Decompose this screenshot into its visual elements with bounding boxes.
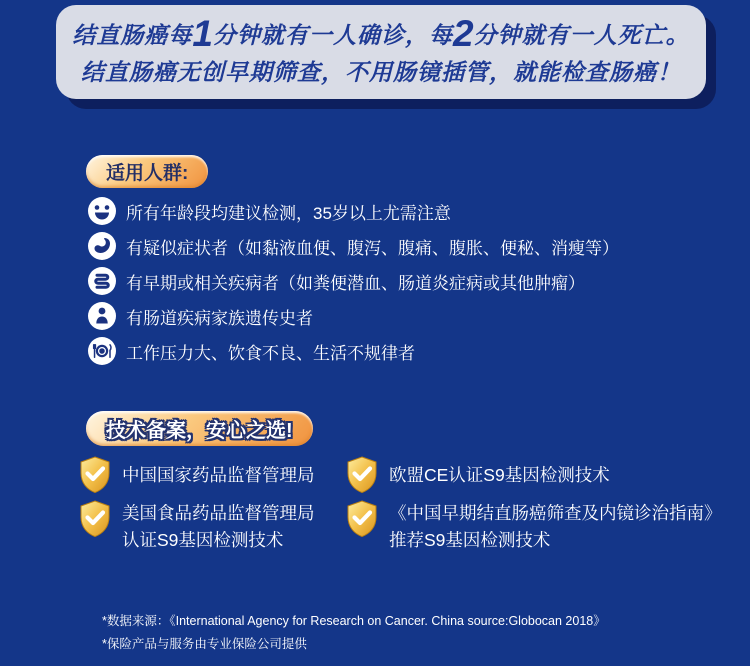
person-icon: [87, 301, 117, 331]
list-item: [87, 336, 415, 366]
hero-line1-part1: 结直肠癌每: [72, 22, 193, 49]
certification-item-sublabel: 推荐S9基因检测技术: [389, 530, 551, 550]
shield-check-icon: [345, 456, 379, 494]
shield-check-icon: [78, 500, 112, 538]
dining-plate-icon: [87, 336, 117, 366]
certification-item: [78, 500, 315, 554]
certification-item-label: 欧盟CE认证S9基因检测技术: [389, 464, 610, 485]
footnote-data-source: *数据来源：《International Agency for Research on Cancer. China source:Globocan 2018》: [102, 614, 606, 628]
hero-line1-part2: 分钟就有一人确诊，每: [213, 22, 453, 49]
shield-check-icon: [78, 456, 112, 494]
hero-line1-part3: 分钟就有一人死亡。: [473, 22, 690, 49]
list-item-label: 所有年龄段均建议检测，35岁以上尤需注意: [126, 203, 451, 223]
hero-line1-digit2: 2: [453, 13, 474, 55]
intestine-icon: [87, 266, 117, 296]
certification-item: [78, 456, 315, 494]
hero-headline-line2: 结直肠癌无创早期筛查，不用肠镜插管，就能检查肠癌！: [81, 59, 681, 86]
list-item-label: 有疑似症状者（如黏液血便、腹泻、腹痛、腹胀、便秘、消瘦等）: [126, 238, 619, 258]
footnotes: [102, 610, 606, 656]
list-item: [87, 266, 585, 296]
certification-item-label: 中国国家药品监督管理局: [122, 464, 315, 485]
certification-item: [345, 456, 610, 494]
list-item: [87, 301, 313, 331]
smiley-face-icon: [87, 196, 117, 226]
hero-banner: [56, 5, 706, 99]
list-item: [87, 196, 451, 226]
list-item-label: 有肠道疾病家族遗传史者: [126, 308, 313, 328]
audience-section-badge: 适用人群:: [86, 155, 208, 188]
footnote-insurance: *保险产品与服务由专业保险公司提供: [102, 637, 307, 651]
list-item: [87, 231, 619, 261]
certification-item-label: 《中国早期结直肠癌筛查及内镜诊治指南》: [389, 503, 722, 523]
list-item-label: 有早期或相关疾病者（如粪便潜血、肠道炎症病或其他肿瘤）: [126, 273, 585, 293]
shield-check-icon: [345, 500, 379, 538]
hero-line1-digit1: 1: [192, 13, 213, 55]
list-item-label: 工作压力大、饮食不良、生活不规律者: [126, 343, 415, 363]
stomach-icon: [87, 231, 117, 261]
certification-item: [345, 500, 722, 554]
hero-headline-line1: [72, 13, 690, 55]
certification-item-label: 美国食品药品监督管理局: [122, 503, 315, 523]
certification-item-sublabel: 认证S9基因检测技术: [122, 530, 284, 550]
certification-section-badge: 技术备案，安心之选!: [86, 411, 313, 446]
